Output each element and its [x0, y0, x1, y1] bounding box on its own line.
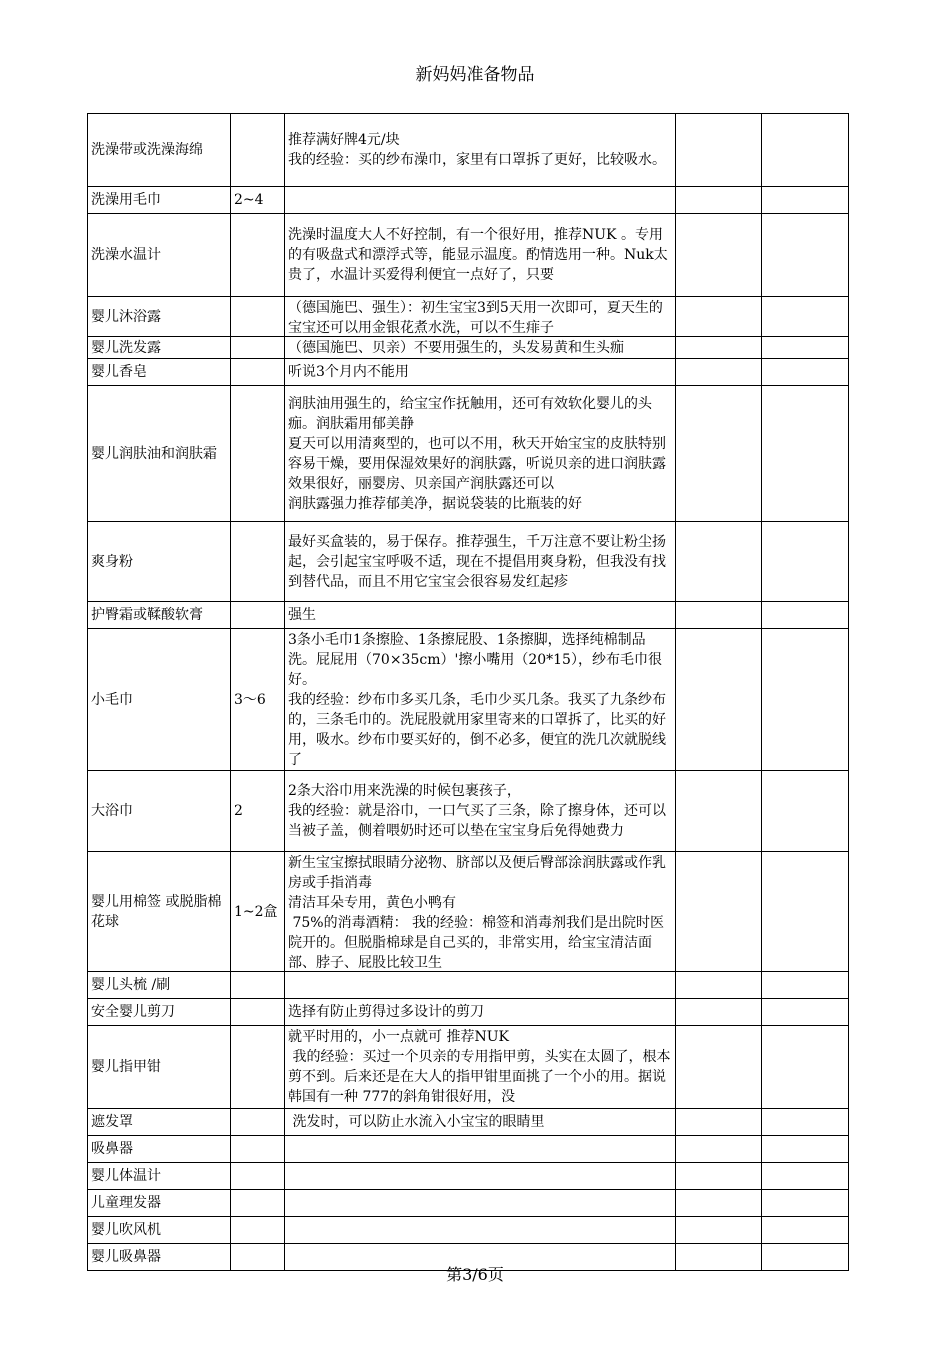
quantity-cell [231, 602, 285, 629]
table-row [88, 1026, 849, 1109]
note-cell [285, 1217, 676, 1244]
table-row [88, 214, 849, 297]
table-row [88, 1163, 849, 1190]
item-name-cell: 婴儿吹风机 [88, 1217, 231, 1244]
quantity-cell: 1~2盒 [231, 852, 285, 972]
empty-cell [762, 297, 849, 337]
note-cell [285, 1136, 676, 1163]
note-text: 强生 [288, 607, 316, 623]
note-cell [285, 1190, 676, 1217]
quantity-cell [231, 386, 285, 522]
empty-cell [762, 629, 849, 771]
note-cell [285, 852, 676, 972]
note-text: （德国施巴、强生）：初生宝宝3到5天用一次即可，夏天生的宝宝还可以用金银花煮水洗，可以不生痱子 [288, 300, 663, 335]
table-row [88, 999, 849, 1026]
note-text: 推荐满好牌4元/块 我的经验：买的纱布澡巾，家里有口罩拆了更好，比较吸水。 [288, 132, 666, 168]
table-row [88, 337, 849, 359]
note-cell [285, 771, 676, 852]
note-text: （德国施巴、贝亲）不要用强生的，头发易黄和生头痂 [288, 340, 624, 356]
item-name-cell: 婴儿用棉签 或脱脂棉花球 [88, 852, 231, 972]
empty-cell [762, 1136, 849, 1163]
quantity-cell [231, 114, 285, 187]
empty-cell [676, 1109, 762, 1136]
note-text: 3条小毛巾1条擦脸、1条擦屁股、1条擦脚，选择纯棉制品洗。屁屁用（70×35cm）'擦小嘴用（20*15），纱布毛巾很好。 我的经验：纱布巾多买几条，毛巾少买几条。我买了九条纱布的，三条毛巾的。洗屁股就用家里寄来的口罩拆了，比买的好用，吸水。纱布巾要买好的，倒不必多，便宜的洗几次就脱线了 [288, 632, 666, 768]
table-row [88, 1109, 849, 1136]
quantity-cell [231, 297, 285, 337]
note-cell [285, 337, 676, 359]
item-name-cell: 儿童理发器 [88, 1190, 231, 1217]
empty-cell [676, 1190, 762, 1217]
quantity-cell: 2 [231, 771, 285, 852]
quantity-cell [231, 522, 285, 602]
item-name-cell: 婴儿吸鼻器 [88, 1244, 231, 1271]
item-name-cell: 小毛巾 [88, 629, 231, 771]
empty-cell [676, 359, 762, 386]
empty-cell [676, 187, 762, 214]
empty-cell [676, 1136, 762, 1163]
note-cell [285, 114, 676, 187]
quantity-cell: 2~4 [231, 187, 285, 214]
empty-cell [762, 771, 849, 852]
empty-cell [676, 114, 762, 187]
empty-cell [676, 1163, 762, 1190]
quantity-cell [231, 1217, 285, 1244]
note-cell [285, 1163, 676, 1190]
quantity-cell [231, 999, 285, 1026]
item-name-cell: 婴儿香皂 [88, 359, 231, 386]
note-text: 2条大浴巾用来洗澡的时候包裹孩子， 我的经验：就是浴巾，一口气买了三条，除了擦身体，还可以当被子盖，侧着喂奶时还可以垫在宝宝身后免得她费力 [288, 783, 666, 839]
quantity-cell [231, 1136, 285, 1163]
quantity-cell [231, 1026, 285, 1109]
note-text: 洗澡时温度大人不好控制，有一个很好用，推荐NUK 。专用的有吸盘式和漂浮式等，能显示温度。酌情选用一种。Nuk太贵了，水温计买爱得利便宜一点好了，只要 [288, 227, 668, 283]
item-name-cell: 护臀霜或鞣酸软膏 [88, 602, 231, 629]
table-row [88, 1190, 849, 1217]
empty-cell [762, 972, 849, 999]
item-name-cell: 婴儿沐浴露 [88, 297, 231, 337]
note-cell [285, 522, 676, 602]
page-title: 新妈妈准备物品 [415, 65, 535, 85]
empty-cell [762, 1190, 849, 1217]
empty-cell [676, 999, 762, 1026]
empty-cell [676, 386, 762, 522]
quantity-cell: 3～6 [231, 629, 285, 771]
table-row [88, 297, 849, 337]
table-row [88, 386, 849, 522]
empty-cell [676, 1026, 762, 1109]
item-name-cell: 安全婴儿剪刀 [88, 999, 231, 1026]
note-text: 润肤油用强生的，给宝宝作抚触用，还可有效软化婴儿的头痂。润肤霜用郁美静 夏天可以用清爽型的，也可以不用，秋天开始宝宝的皮肤特别容易干燥，要用保湿效果好的润肤露，听说贝亲的进口润肤露效果很好，丽婴房、贝亲国产润肤露还可以 润肤露强力推荐郁美净，据说袋装的比瓶装的好 [288, 395, 666, 512]
table-row [88, 1217, 849, 1244]
empty-cell [762, 522, 849, 602]
empty-cell [676, 214, 762, 297]
item-name-cell: 吸鼻器 [88, 1136, 231, 1163]
note-text: 洗发时，可以防止水流入小宝宝的眼睛里 [288, 1114, 545, 1130]
empty-cell [762, 386, 849, 522]
item-name-cell: 婴儿体温计 [88, 1163, 231, 1190]
note-cell [285, 297, 676, 337]
quantity-cell [231, 214, 285, 297]
table-row [88, 114, 849, 187]
table-row [88, 522, 849, 602]
empty-cell [676, 629, 762, 771]
empty-cell [676, 852, 762, 972]
note-text: 新生宝宝擦拭眼睛分泌物、脐部以及便后臀部涂润肤露或作乳房或手指消毒 清洁耳朵专用，黄色小鸭有 75%的消毒酒精： 我的经验：棉签和消毒剂我们是出院时医院开的。但脱脂棉球是自己买的，非常实用，给宝宝清洁面部、脖子、屁股比较卫生 [288, 855, 666, 970]
quantity-cell [231, 337, 285, 359]
items-table-body [88, 114, 849, 1271]
note-cell [285, 602, 676, 629]
item-name-cell: 洗澡水温计 [88, 214, 231, 297]
empty-cell [762, 999, 849, 1026]
table-row [88, 629, 849, 771]
quantity-cell [231, 1163, 285, 1190]
empty-cell [676, 337, 762, 359]
item-name-cell: 婴儿头梳 /刷 [88, 972, 231, 999]
item-name-cell: 遮发罩 [88, 1109, 231, 1136]
empty-cell [676, 297, 762, 337]
empty-cell [676, 1217, 762, 1244]
table-row [88, 771, 849, 852]
item-name-cell: 洗澡带或洗澡海绵 [88, 114, 231, 187]
empty-cell [762, 1109, 849, 1136]
empty-cell [676, 771, 762, 852]
note-cell [285, 972, 676, 999]
note-cell [285, 386, 676, 522]
item-name-cell: 婴儿洗发露 [88, 337, 231, 359]
table-row [88, 359, 849, 386]
empty-cell [762, 359, 849, 386]
table-row [88, 602, 849, 629]
empty-cell [762, 852, 849, 972]
page-footer: 第3/6页 [446, 1265, 504, 1284]
table-row [88, 1136, 849, 1163]
note-cell [285, 1109, 676, 1136]
empty-cell [762, 337, 849, 359]
empty-cell [762, 187, 849, 214]
empty-cell [676, 522, 762, 602]
table-row [88, 187, 849, 214]
item-name-cell: 婴儿润肤油和润肤霜 [88, 386, 231, 522]
note-cell [285, 187, 676, 214]
empty-cell [762, 1217, 849, 1244]
empty-cell [762, 214, 849, 297]
empty-cell [676, 972, 762, 999]
table-row [88, 972, 849, 999]
table-row [88, 852, 849, 972]
note-text: 就平时用的，小一点就可 推荐NUK 我的经验：买过一个贝亲的专用指甲剪，头实在太圆了，根本剪不到。后来还是在大人的指甲钳里面挑了一个小的用。据说韩国有一种 777的斜角钳很好用，没 [288, 1029, 671, 1105]
quantity-cell [231, 359, 285, 386]
note-text: 选择有防止剪得过多设计的剪刀 [288, 1004, 484, 1020]
note-cell [285, 1026, 676, 1109]
empty-cell [762, 602, 849, 629]
item-name-cell: 大浴巾 [88, 771, 231, 852]
note-cell [285, 999, 676, 1026]
item-name-cell: 婴儿指甲钳 [88, 1026, 231, 1109]
item-name-cell: 爽身粉 [88, 522, 231, 602]
note-cell [285, 629, 676, 771]
note-cell [285, 214, 676, 297]
quantity-cell [231, 1109, 285, 1136]
quantity-cell [231, 972, 285, 999]
empty-cell [676, 602, 762, 629]
empty-cell [762, 114, 849, 187]
note-text: 最好买盒装的，易于保存。推荐强生，千万注意不要让粉尘扬起，会引起宝宝呼吸不适，现在不提倡用爽身粉，但我没有找到替代品，而且不用它宝宝会很容易发红起疹 [288, 533, 666, 590]
items-table [87, 113, 849, 1271]
item-name-cell: 洗澡用毛巾 [88, 187, 231, 214]
empty-cell [762, 1163, 849, 1190]
note-cell [285, 359, 676, 386]
empty-cell [762, 1026, 849, 1109]
quantity-cell [231, 1190, 285, 1217]
note-text: 听说3个月内不能用 [288, 364, 409, 380]
